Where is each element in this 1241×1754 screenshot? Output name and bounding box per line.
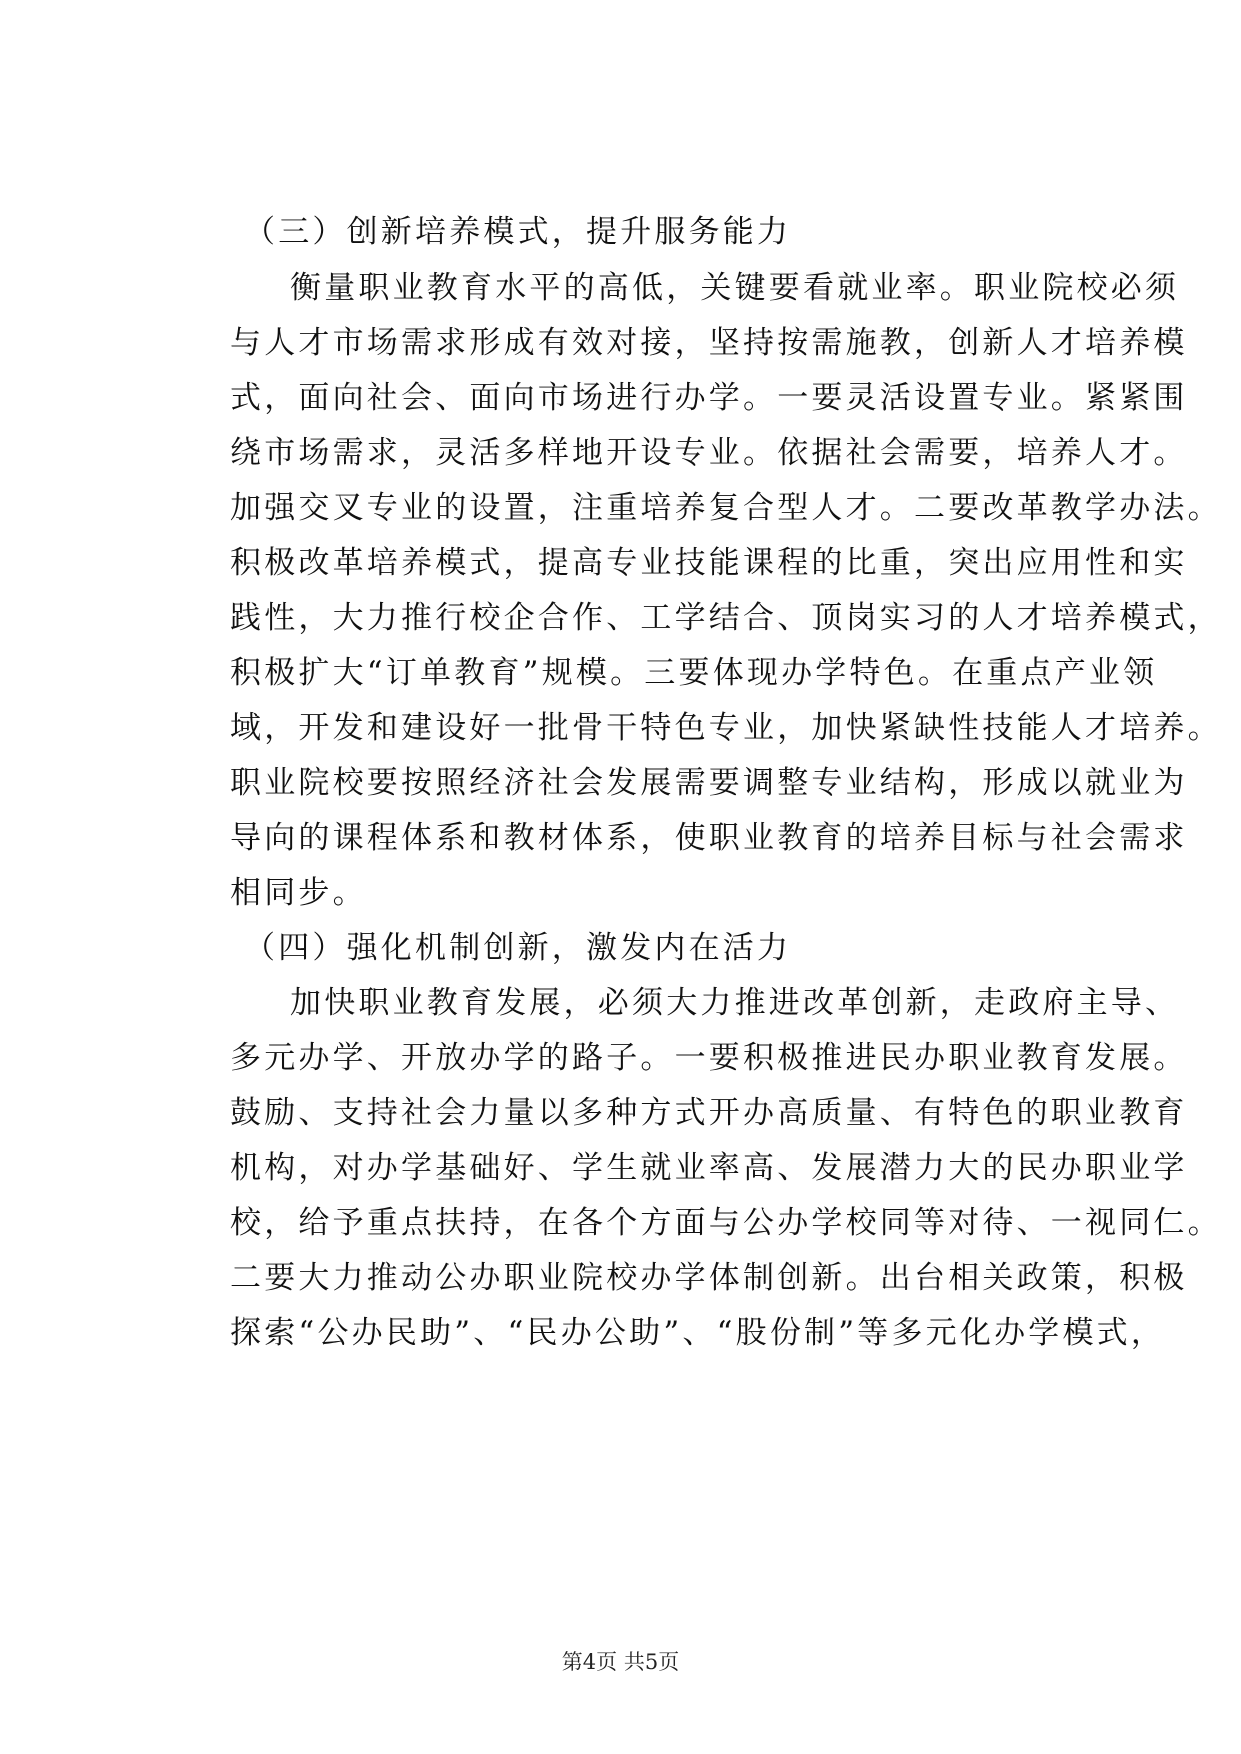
paragraph-line: 积极扩大“订单教育”规模。三要体现办学特色。在重点产业领	[230, 655, 1158, 691]
paragraph-line: 校，给予重点扶持，在各个方面与公办学校同等对待、一视同仁。	[230, 1205, 1222, 1241]
section-3-heading: （三）创新培养模式，提升服务能力	[244, 214, 792, 250]
paragraph-line: 域，开发和建设好一批骨干特色专业，加快紧缺性技能人才培养。	[230, 710, 1222, 746]
paragraph-line: 二要大力推动公办职业院校办学体制创新。出台相关政策，积极	[230, 1260, 1188, 1296]
paragraph-line: 鼓励、支持社会力量以多种方式开办高质量、有特色的职业教育	[230, 1095, 1188, 1131]
paragraph-line: 绕市场需求，灵活多样地开设专业。依据社会需要，培养人才。	[230, 435, 1188, 471]
paragraph-line: 践性，大力推行校企合作、工学结合、顶岗实习的人才培养模式，	[230, 600, 1222, 636]
paragraph-line: 加快职业教育发展，必须大力推进改革创新，走政府主导、	[290, 985, 1180, 1021]
paragraph-line: 衡量职业教育水平的高低，关键要看就业率。职业院校必须	[290, 270, 1180, 306]
paragraph-line: 与人才市场需求形成有效对接，坚持按需施教，创新人才培养模	[230, 325, 1188, 361]
paragraph-line: 机构，对办学基础好、学生就业率高、发展潜力大的民办职业学	[230, 1150, 1188, 1186]
paragraph-line: 相同步。	[230, 875, 367, 911]
page-footer: 第4页 共5页	[561, 1650, 680, 1674]
paragraph-line: 多元办学、开放办学的路子。一要积极推进民办职业教育发展。	[230, 1040, 1188, 1076]
section-4-heading: （四）强化机制创新，激发内在活力	[244, 930, 792, 966]
paragraph-line: 积极改革培养模式，提高专业技能课程的比重，突出应用性和实	[230, 545, 1188, 581]
paragraph-line: 职业院校要按照经济社会发展需要调整专业结构，形成以就业为	[230, 765, 1188, 801]
paragraph-line: 加强交叉专业的设置，注重培养复合型人才。二要改革教学办法。	[230, 490, 1222, 526]
paragraph-line: 式，面向社会、面向市场进行办学。一要灵活设置专业。紧紧围	[230, 380, 1188, 416]
paragraph-line: 探索“公办民助”、“民办公助”、“股份制”等多元化办学模式，	[230, 1315, 1166, 1351]
paragraph-line: 导向的课程体系和教材体系，使职业教育的培养目标与社会需求	[230, 820, 1188, 856]
